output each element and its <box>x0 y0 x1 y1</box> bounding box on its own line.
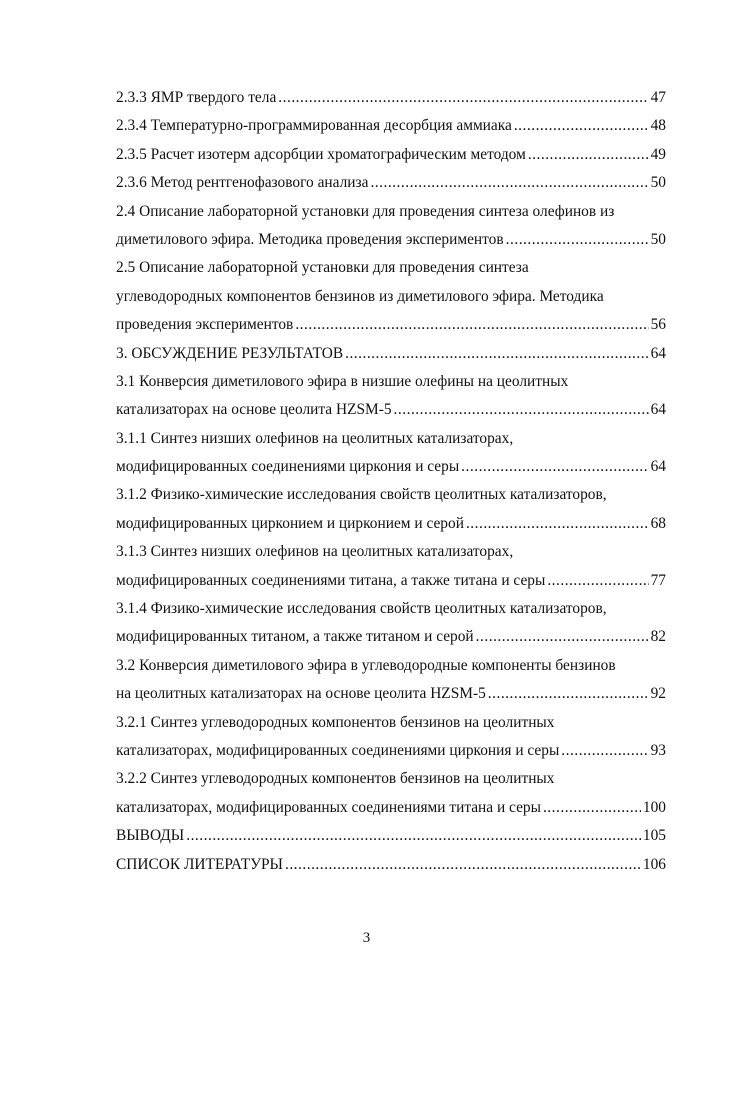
toc-page-number: 64 <box>650 401 666 419</box>
toc-dot-leader <box>186 822 641 850</box>
page-number: 3 <box>362 930 371 946</box>
toc-dot-leader <box>547 567 648 595</box>
toc-entry-line <box>116 737 666 765</box>
toc-dot-leader <box>543 794 641 822</box>
toc-entry-line <box>116 510 666 538</box>
toc-entry-title: катализаторах, модифицированных соединениями титана и серы <box>116 798 541 816</box>
toc-page-number: 77 <box>650 571 666 589</box>
table-of-contents <box>116 84 666 879</box>
toc-page-number: 56 <box>650 316 666 334</box>
toc-entry-title: 2.3.3 ЯМР твердого тела <box>116 89 277 106</box>
toc-page-number: 49 <box>650 145 666 163</box>
toc-page-number: 68 <box>650 514 666 532</box>
toc-entry-line: углеводородных компонентов бензинов из диметилового эфира. Методика <box>116 287 604 305</box>
toc-entry-line: 3.2 Конверсия диметилового эфира в углеводородные компоненты бензинов <box>116 656 616 674</box>
toc-entry-title: модифицированных соединениями титана, а также титана и серы <box>116 571 546 589</box>
toc-entry-line <box>116 340 666 368</box>
toc-entry-line <box>116 623 666 651</box>
toc-entry-title: 2.3.5 Расчет изотерм адсорбции хроматографическим методом <box>116 145 526 163</box>
toc-dot-leader <box>461 453 648 481</box>
toc-entry-line <box>116 794 666 822</box>
toc-dot-leader <box>528 141 649 169</box>
toc-page-number: 47 <box>650 89 666 106</box>
toc-entry-line: 3.1.1 Синтез низших олефинов на цеолитных катализаторах, <box>116 429 514 447</box>
toc-dot-leader <box>476 623 649 651</box>
toc-entry-line: 3.1.4 Физико-химические исследования свойств цеолитных катализаторов, <box>116 600 607 618</box>
toc-page-number: 82 <box>650 628 666 646</box>
toc-dot-leader <box>278 84 648 112</box>
toc-entry-line <box>116 84 666 112</box>
toc-dot-leader <box>488 680 649 708</box>
toc-entry-line <box>116 226 666 254</box>
toc-entry-title: катализаторах на основе цеолита HZSM-5 <box>116 401 392 419</box>
toc-entry-title: СПИСОК ЛИТЕРАТУРЫ <box>116 855 283 873</box>
toc-dot-leader <box>295 311 648 339</box>
toc-entry-title: модифицированных соединениями циркония и серы <box>116 458 460 476</box>
toc-entry-line <box>116 567 666 595</box>
toc-entry-title: 2.3.6 Метод рентгенофазового анализа <box>116 174 369 192</box>
toc-page-number: 93 <box>650 741 666 759</box>
toc-entry-line <box>116 112 666 140</box>
toc-page-number: 106 <box>642 855 666 873</box>
toc-page-number: 105 <box>642 827 666 845</box>
toc-dot-leader <box>394 396 649 424</box>
toc-entry-line: 2.4 Описание лабораторной установки для проведения синтеза олефинов из <box>116 202 615 220</box>
toc-dot-leader <box>506 226 649 254</box>
toc-dot-leader <box>345 340 649 368</box>
toc-page-number: 64 <box>650 458 666 476</box>
toc-entry-line <box>116 680 666 708</box>
toc-dot-leader <box>514 112 649 140</box>
toc-entry-title: модифицированных цирконием и цирконием и серой <box>116 514 464 532</box>
toc-page-number: 50 <box>650 230 666 248</box>
toc-entry-title: 3. ОБСУЖДЕНИЕ РЕЗУЛЬТАТОВ <box>116 344 344 362</box>
toc-entry-line: 3.2.1 Синтез углеводородных компонентов бензинов на цеолитных <box>116 713 555 731</box>
toc-page-number: 64 <box>650 344 666 362</box>
toc-entry-line <box>116 453 666 481</box>
toc-dot-leader <box>561 737 648 765</box>
toc-page-number: 48 <box>650 117 666 135</box>
toc-page-number: 50 <box>650 174 666 192</box>
toc-entry-line: 3.2.2 Синтез углеводородных компонентов бензинов на цеолитных <box>116 770 555 788</box>
toc-entry-title: модифицированных титаном, а также титаном и серой <box>116 628 474 646</box>
toc-entry-line <box>116 851 666 879</box>
toc-entry-line: 3.1.3 Синтез низших олефинов на цеолитных катализаторах, <box>116 543 514 561</box>
toc-entry-line: 2.5 Описание лабораторной установки для проведения синтеза <box>116 259 529 277</box>
toc-entry-line <box>116 396 666 424</box>
toc-entry-title: катализаторах, модифицированных соединениями циркония и серы <box>116 741 560 759</box>
toc-entry-title: проведения экспериментов <box>116 316 294 334</box>
toc-entry-line <box>116 822 666 850</box>
toc-entry-line: 3.1 Конверсия диметилового эфира в низшие олефины на цеолитных <box>116 372 569 390</box>
toc-dot-leader <box>285 851 641 879</box>
toc-dot-leader <box>466 510 649 538</box>
toc-entry-line <box>116 169 666 197</box>
toc-page-number: 92 <box>650 685 666 703</box>
toc-entry-title: 2.3.4 Температурно-программированная десорбция аммиака <box>116 117 512 135</box>
toc-entry-title: на цеолитных катализаторах на основе цеолита HZSM-5 <box>116 685 486 703</box>
toc-entry-title: ВЫВОДЫ <box>116 827 185 845</box>
toc-entry-title: диметилового эфира. Методика проведения экспериментов <box>116 230 504 248</box>
toc-entry-line <box>116 311 666 339</box>
toc-page-number: 100 <box>642 798 666 816</box>
toc-entry-line: 3.1.2 Физико-химические исследования свойств цеолитных катализаторов, <box>116 486 607 504</box>
toc-entry-line <box>116 141 666 169</box>
toc-dot-leader <box>370 169 648 197</box>
